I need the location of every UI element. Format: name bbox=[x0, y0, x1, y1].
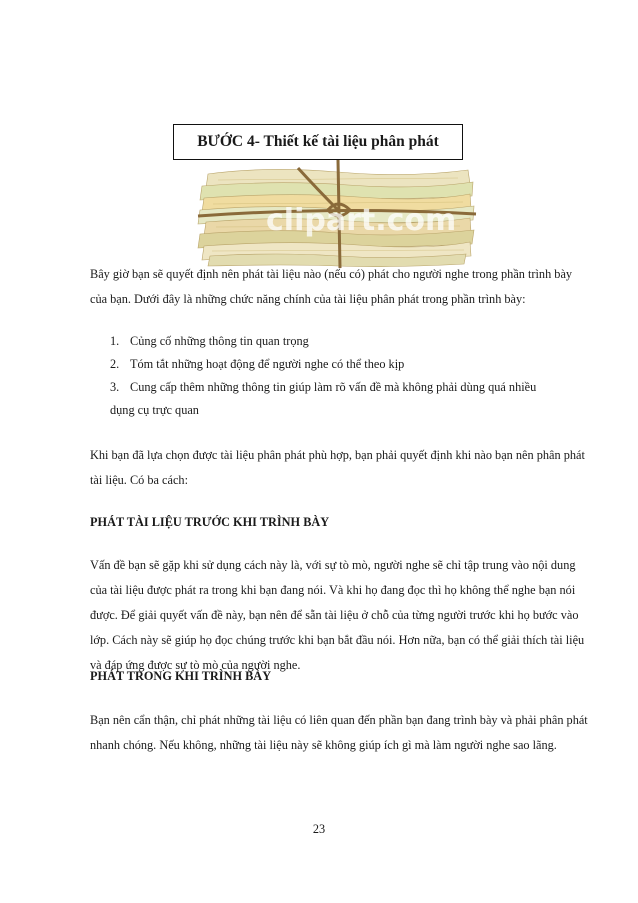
list-item: 3. Cung cấp thêm những thông tin giúp làm rõ vấn đề mà không phải dùng quá nhiều dụng cụ trực quan bbox=[110, 380, 537, 417]
section-heading-before: PHÁT TÀI LIỆU TRƯỚC KHI TRÌNH BÀY bbox=[90, 515, 330, 529]
section-title-text: BƯỚC 4- Thiết kế tài liệu phân phát bbox=[197, 133, 439, 150]
section-body-during: Bạn nên cẩn thận, chỉ phát những tài liệu có liên quan đến phần bạn đang trình bày và phải phân phát nhanh chóng. Nếu không, những tài liệu này sẽ không giúp ích gì mà làm người nghe sao lãng. bbox=[90, 713, 588, 752]
functions-list bbox=[90, 330, 590, 422]
list-item: 1. Củng cố những thông tin quan trọng bbox=[110, 334, 309, 348]
paper-stack-illustration bbox=[188, 160, 478, 270]
transition-paragraph: Khi bạn đã lựa chọn được tài liệu phân phát phù hợp, bạn phải quyết định khi nào bạn nên phân phát tài liệu. Có ba cách: bbox=[90, 448, 585, 487]
watermark-text: clipart.com bbox=[266, 203, 457, 238]
section-body-before: Vấn đề bạn sẽ gặp khi sử dụng cách này là, với sự tò mò, người nghe sẽ chỉ tập trung vào nội dung của tài liệu được phát ra trong khi bạn đang nói. Và khi họ đang đọc thì họ không thể nghe bạn nói được. Để giải quyết vấn đề này, bạn nên để sẵn tài liệu ở chỗ của từng người trước khi họ bước vào lớp. Cách này sẽ giúp họ đọc chúng trước khi bạn bắt đầu nói. Hơn nữa, bạn có thể giải thích tài liệu và đáp ứng được sự tò mò của người nghe. bbox=[90, 558, 585, 672]
section-title bbox=[173, 124, 463, 160]
page-number: 23 bbox=[312, 822, 326, 836]
intro-paragraph: Bây giờ bạn sẽ quyết định nên phát tài liệu nào (nếu có) phát cho người nghe trong phần trình bày của bạn. Dưới đây là những chức năng chính của tài liệu phân phát trong phần trình bày: bbox=[90, 267, 573, 306]
paper-stack-icon bbox=[188, 160, 478, 270]
list-item: 2. Tóm tắt những hoạt động để người nghe có thể theo kịp bbox=[110, 357, 405, 371]
section-heading-during: PHÁT TRONG KHI TRÌNH BÀY bbox=[90, 669, 272, 683]
